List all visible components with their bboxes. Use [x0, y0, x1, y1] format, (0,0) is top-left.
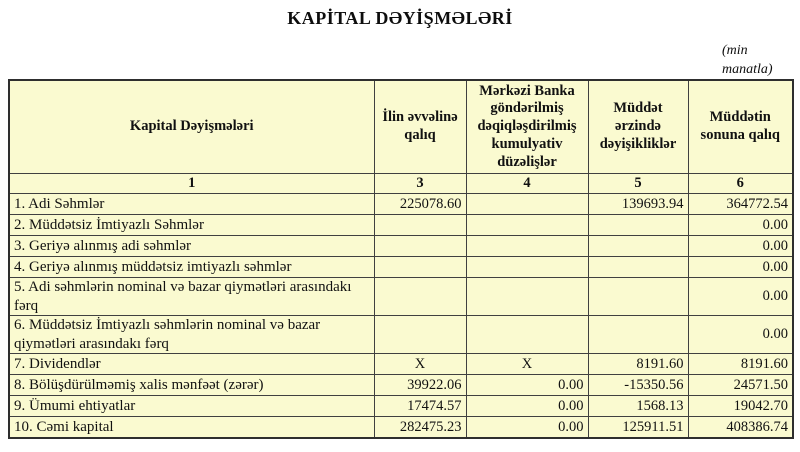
- page-title: KAPİTAL DƏYİŞMƏLƏRİ: [287, 8, 513, 28]
- row-label: 1. Adi Səhmlər: [9, 194, 374, 215]
- header-capital-changes: Kapital Dəyişmələri: [9, 80, 374, 174]
- cell-value: [374, 278, 466, 316]
- table-row: [9, 278, 793, 316]
- row-label: 2. Müddətsiz İmtiyazlı Səhmlər: [9, 215, 374, 236]
- cell-value: [588, 316, 688, 354]
- table-row: [9, 194, 793, 215]
- cell-value: 125911.51: [588, 417, 688, 439]
- row-label: 4. Geriyə alınmış müddətsiz imtiyazlı səhmlər: [9, 257, 374, 278]
- cell-value: X: [466, 354, 588, 375]
- cell-value: [374, 257, 466, 278]
- header-end-balance: Müddətin sonuna qalıq: [688, 80, 793, 174]
- cell-value: -15350.56: [588, 375, 688, 396]
- cell-value: 408386.74: [688, 417, 793, 439]
- cell-value: [466, 194, 588, 215]
- table-row: [9, 354, 793, 375]
- cell-value: 0.00: [466, 417, 588, 439]
- cell-value: [374, 236, 466, 257]
- row-label: 6. Müddətsiz İmtiyazlı səhmlərin nominal və bazar qiymətləri arasındakı fərq: [9, 316, 374, 354]
- row-label: 5. Adi səhmlərin nominal və bazar qiymətləri arasındakı fərq: [9, 278, 374, 316]
- capital-changes-table: [8, 79, 794, 439]
- unit-note-line2: manatla): [722, 62, 773, 77]
- row-label: 7. Dividendlər: [9, 354, 374, 375]
- row-label: 8. Bölüşdürülməmiş xalis mənfəət (zərər): [9, 375, 374, 396]
- cell-value: 225078.60: [374, 194, 466, 215]
- cell-value: [588, 236, 688, 257]
- cell-value: 8191.60: [588, 354, 688, 375]
- header-row: [9, 80, 793, 174]
- header-period-changes: Müddət ərzində dəyişikliklər: [588, 80, 688, 174]
- column-number: 1: [9, 174, 374, 194]
- cell-value: 0.00: [688, 278, 793, 316]
- table-row: [9, 375, 793, 396]
- table-row: [9, 396, 793, 417]
- unit-note: [722, 41, 773, 79]
- cell-value: [466, 278, 588, 316]
- column-number: 4: [466, 174, 588, 194]
- cell-value: 17474.57: [374, 396, 466, 417]
- row-label: 9. Ümumi ehtiyatlar: [9, 396, 374, 417]
- table-row: [9, 215, 793, 236]
- cell-value: 8191.60: [688, 354, 793, 375]
- cell-value: [588, 278, 688, 316]
- cell-value: [466, 316, 588, 354]
- cell-value: 0.00: [688, 316, 793, 354]
- cell-value: 19042.70: [688, 396, 793, 417]
- cell-value: 139693.94: [588, 194, 688, 215]
- table-row: [9, 236, 793, 257]
- cell-value: [588, 215, 688, 236]
- row-label: 10. Cəmi kapital: [9, 417, 374, 439]
- cell-value: 0.00: [688, 257, 793, 278]
- cell-value: [466, 257, 588, 278]
- cell-value: 0.00: [466, 375, 588, 396]
- table-row: [9, 417, 793, 439]
- cell-value: [466, 236, 588, 257]
- table-row: [9, 257, 793, 278]
- cell-value: 39922.06: [374, 375, 466, 396]
- header-begin-balance: İlin əvvəlinə qalıq: [374, 80, 466, 174]
- cell-value: 0.00: [688, 236, 793, 257]
- cell-value: [588, 257, 688, 278]
- cell-value: [374, 316, 466, 354]
- unit-note-line1: (min: [722, 43, 748, 58]
- cell-value: [374, 215, 466, 236]
- cell-value: 0.00: [688, 215, 793, 236]
- column-number: 6: [688, 174, 793, 194]
- column-number-row: [9, 174, 793, 194]
- column-number: 5: [588, 174, 688, 194]
- row-label: 3. Geriyə alınmış adi səhmlər: [9, 236, 374, 257]
- header-central-bank-adjustments: Mərkəzi Banka göndərilmiş dəqiqləşdirilmiş kumulyativ düzəlişlər: [466, 80, 588, 174]
- cell-value: 282475.23: [374, 417, 466, 439]
- cell-value: 24571.50: [688, 375, 793, 396]
- table-row: [9, 316, 793, 354]
- cell-value: 1568.13: [588, 396, 688, 417]
- cell-value: X: [374, 354, 466, 375]
- cell-value: 0.00: [466, 396, 588, 417]
- cell-value: [466, 215, 588, 236]
- cell-value: 364772.54: [688, 194, 793, 215]
- column-number: 3: [374, 174, 466, 194]
